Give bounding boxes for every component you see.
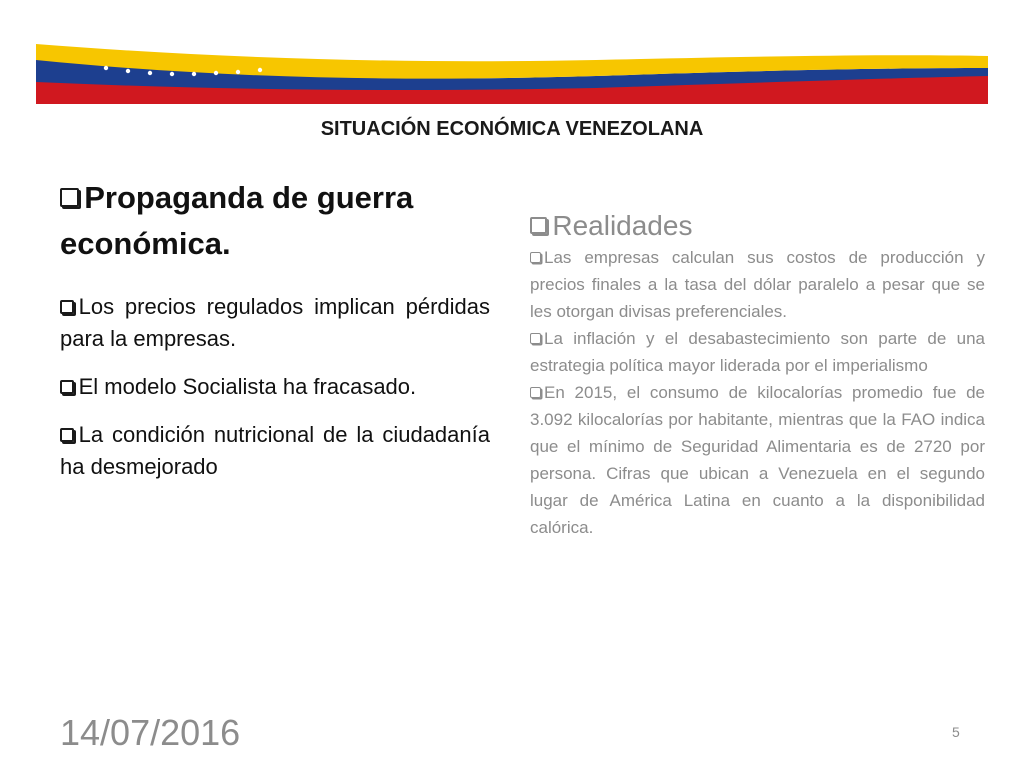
page-number: 5 bbox=[952, 724, 960, 740]
left-item bbox=[60, 291, 490, 355]
checkbox-bullet-icon bbox=[530, 217, 547, 234]
left-item bbox=[60, 419, 490, 483]
left-item bbox=[60, 371, 490, 403]
checkbox-bullet-icon bbox=[60, 188, 79, 207]
checkbox-bullet-icon bbox=[530, 387, 541, 398]
left-column bbox=[60, 175, 490, 499]
right-heading-text: Realidades bbox=[552, 210, 693, 241]
right-item bbox=[530, 244, 985, 325]
right-item-text: Las empresas calculan sus costos de producción y precios finales a la tasa del dólar paralelo a pesar que se les otorgan divisas preferenciales. bbox=[530, 248, 985, 321]
checkbox-bullet-icon bbox=[60, 428, 74, 442]
left-item-text: La condición nutricional de la ciudadanía ha desmejorado bbox=[60, 422, 490, 479]
checkbox-bullet-icon bbox=[530, 333, 541, 344]
right-column bbox=[530, 208, 985, 541]
right-item bbox=[530, 379, 985, 541]
checkbox-bullet-icon bbox=[530, 252, 541, 263]
slide-date: 14/07/2016 bbox=[60, 712, 241, 753]
right-item bbox=[530, 325, 985, 379]
checkbox-bullet-icon bbox=[60, 380, 74, 394]
left-heading-text: Propaganda de guerra económica. bbox=[60, 180, 414, 261]
right-item-text: En 2015, el consumo de kilocalorías promedio fue de 3.092 kilocalorías por habitante, mientras que la FAO indica que el mínimo de Seguridad Alimentaria es de 2720 por persona. Cifras que ubican a Venezuela en el segundo lugar de América Latina en cuanto a la disponibilidad calórica. bbox=[530, 383, 985, 537]
left-item-text: El modelo Socialista ha fracasado. bbox=[78, 374, 417, 399]
left-heading bbox=[60, 175, 490, 267]
flag-banner bbox=[36, 38, 988, 104]
right-heading bbox=[530, 208, 985, 244]
right-item-text: La inflación y el desabastecimiento son parte de una estrategia política mayor liderada por el imperialismo bbox=[530, 329, 985, 375]
left-item-text: Los precios regulados implican pérdidas para la empresas. bbox=[60, 294, 490, 351]
slide-title: SITUACIÓN ECONÓMICA VENEZOLANA bbox=[320, 118, 704, 140]
checkbox-bullet-icon bbox=[60, 300, 74, 314]
